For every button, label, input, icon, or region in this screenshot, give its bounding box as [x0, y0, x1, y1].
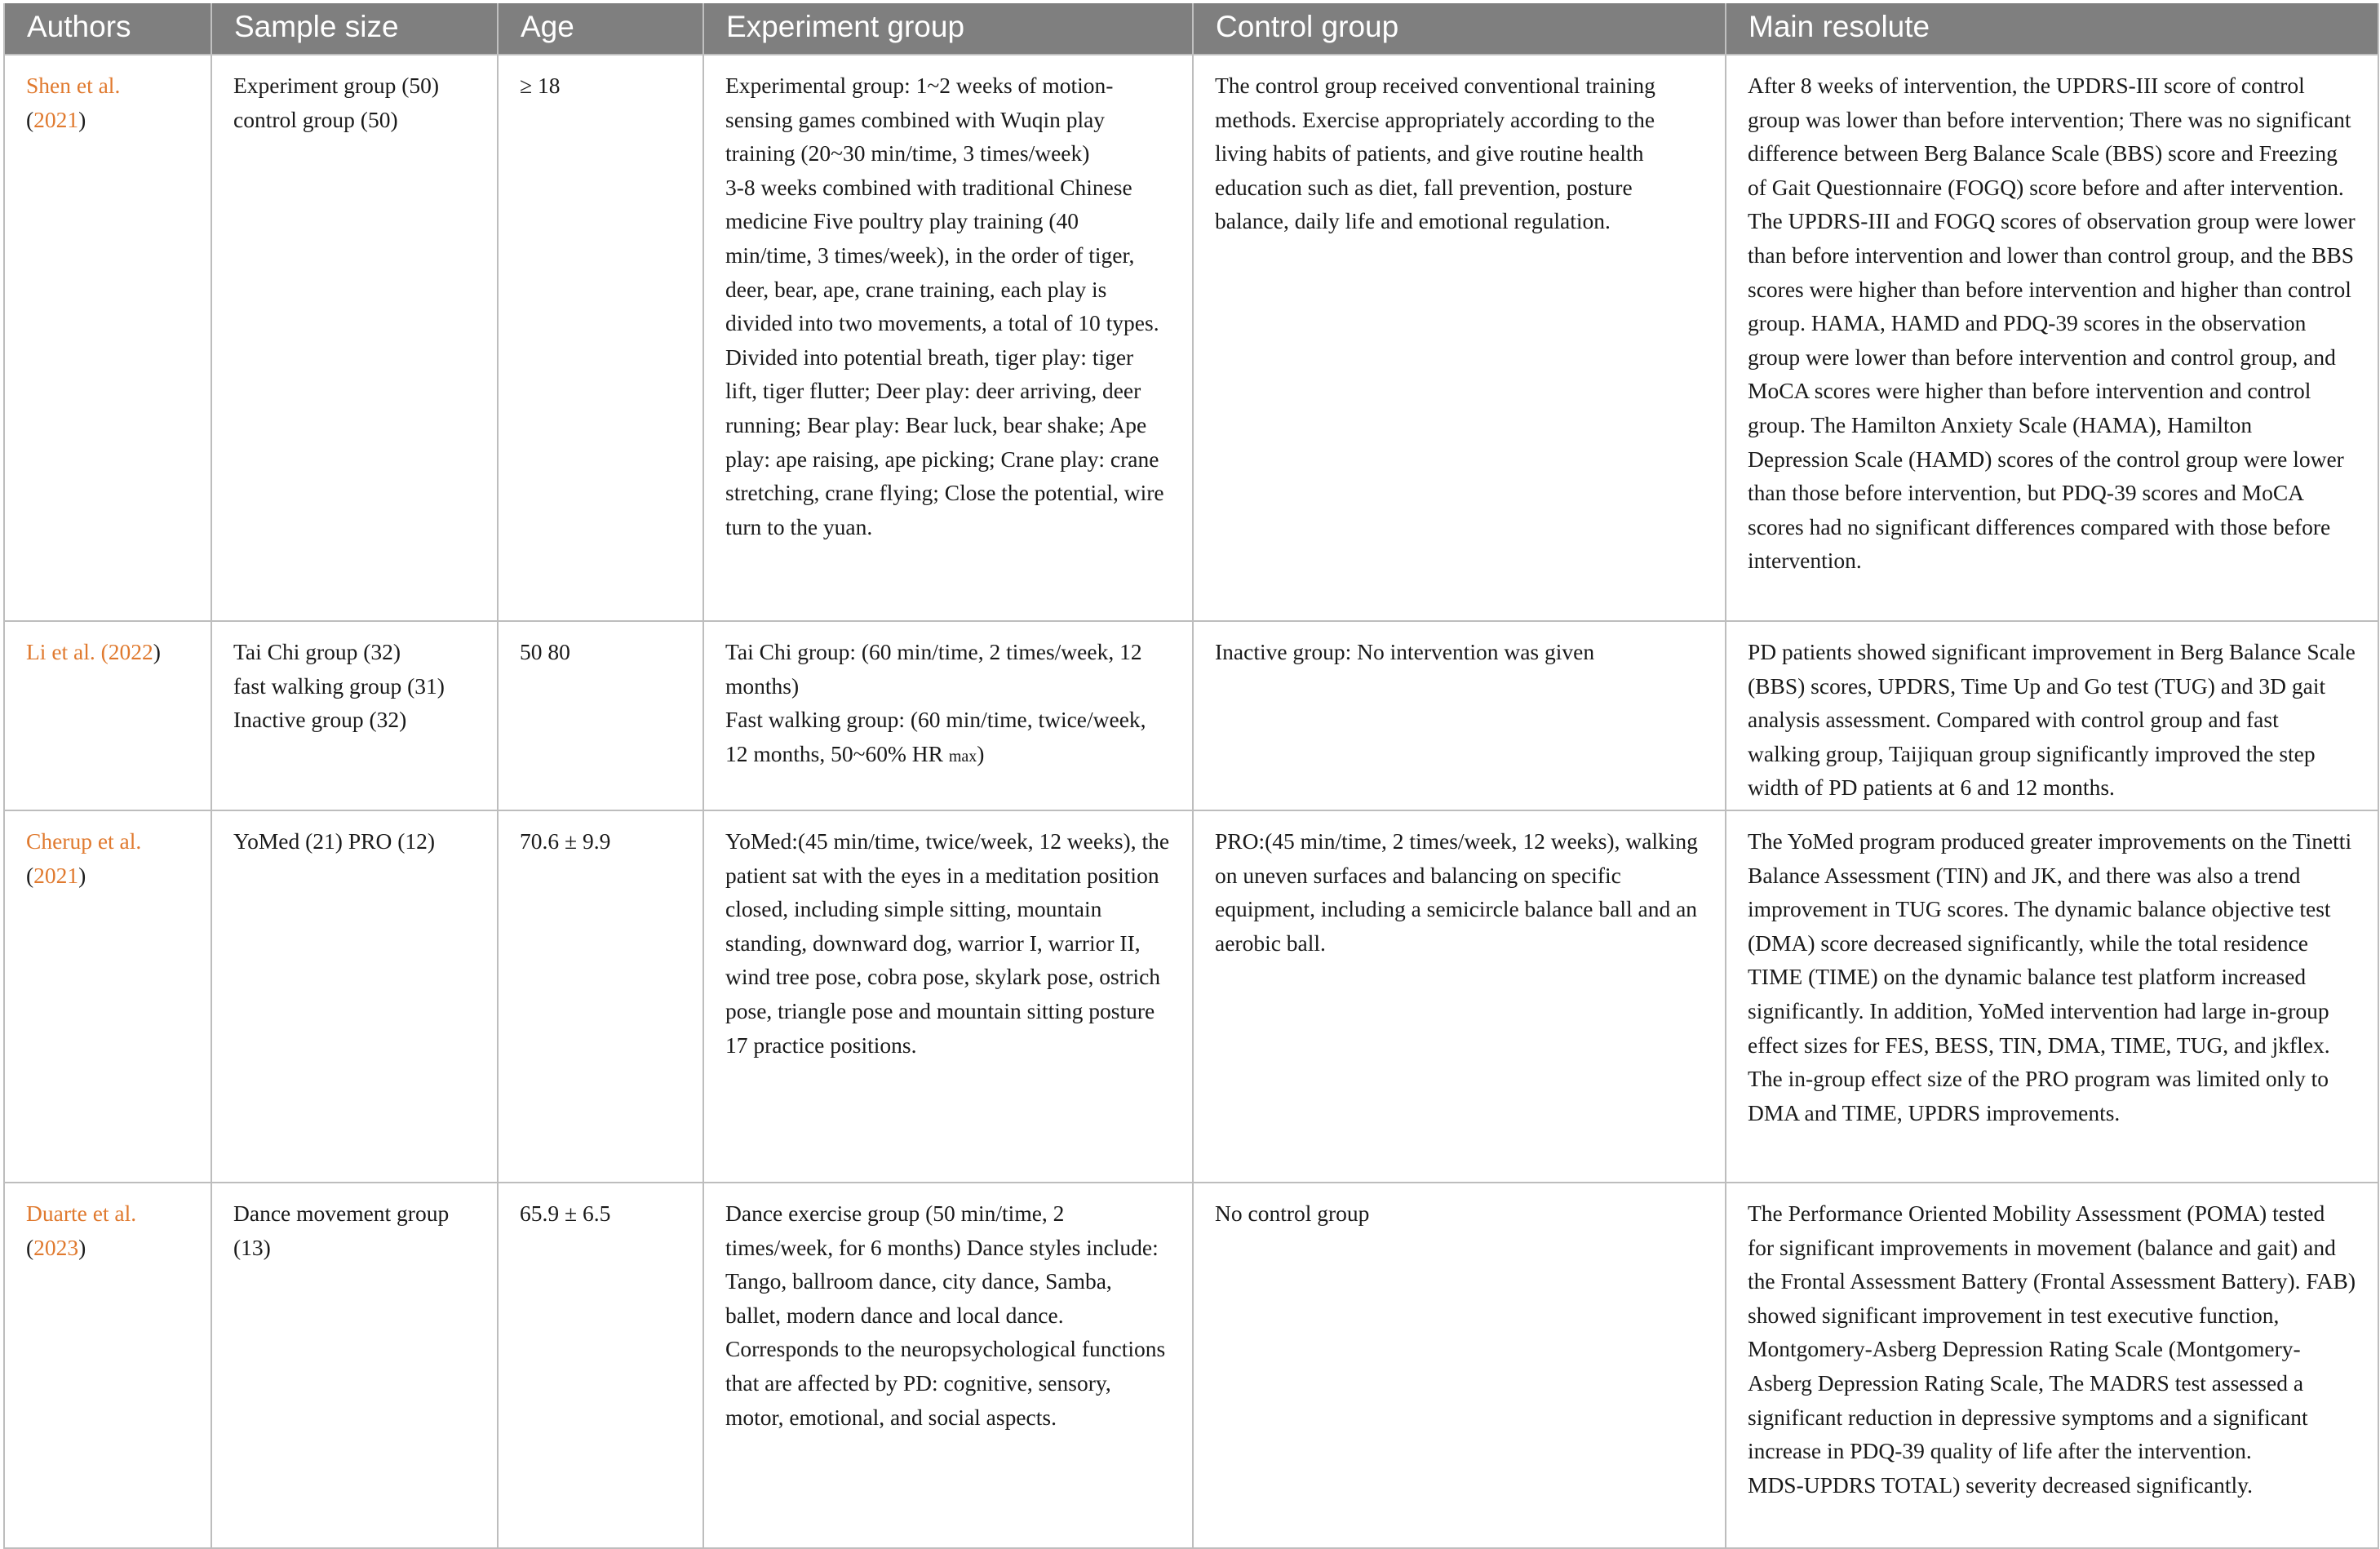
- header-main-resolute: Main resolute: [1726, 3, 2378, 55]
- result-paragraph: After 8 weeks of intervention, the UPDRS-III score of control group was lower than before intervention; There was no significant difference between Berg Balance Scale (BBS) score and Freezing of Gait Questionnaire (FOGQ) score before and after intervention. The UPDRS-III and FOGQ scores of observation group were lower than before intervention and lower than control group, and the BBS scores were higher than before intervention and higher than control group. HAMA, HAMD and PDQ-39 scores in the observation group were lower than before intervention and control group, and MoCA scores were higher than before intervention and control group. The Hamilton Anxiety Scale (HAMA), Hamilton Depression Scale (HAMD) scores of the control group were lower than those before intervention, but PDQ-39 scores and MoCA scores had no significant differences compared with those before intervention.: [1748, 73, 2356, 574]
- sample-cell: [211, 810, 498, 1183]
- author-link[interactable]: Duarte et al.: [26, 1200, 137, 1226]
- year-link[interactable]: 2022: [108, 639, 153, 664]
- table-row: [4, 621, 2378, 810]
- studies-table: [3, 3, 2379, 1549]
- subscript-max: max: [948, 747, 977, 766]
- author-cell: Shen et al. (2021): [4, 55, 211, 621]
- control-paragraph: No control group: [1215, 1200, 1370, 1226]
- table-row: [4, 55, 2378, 621]
- experiment-cell: [703, 1183, 1193, 1548]
- sample-cell: [211, 55, 498, 621]
- experiment-text: Fast walking group: (60 min/time, twice/week, 12 months, 50~60% HR: [725, 707, 1146, 766]
- experiment-paragraph: 3-8 weeks combined with traditional Chinese medicine Five poultry play training (40 min/time, 3 times/week), in the order of tiger, deer, bear, ape, crane training, each play is divided into two movements, a total of 10 types.: [725, 174, 1159, 336]
- result-paragraph: The Performance Oriented Mobility Assessment (POMA) tested for significant improvements in movement (balance and gait) and the Frontal Assessment Battery (Frontal Assessment Battery). FAB) showed significant improvement in test executive function, Montgomery-Asberg Depression Rating Scale (Montgomery-Asberg Depression Rating Scale, The MADRS test assessed a significant reduction in depressive symptoms and a significant increase in PDQ-39 quality of life after the intervention.: [1748, 1200, 2356, 1464]
- header-control-group: Control group: [1193, 3, 1726, 55]
- header-age: Age: [498, 3, 703, 55]
- control-cell: [1193, 1183, 1726, 1548]
- header-experiment-group: Experiment group: [703, 3, 1193, 55]
- table-row: [4, 810, 2378, 1183]
- result-cell: [1726, 621, 2378, 810]
- header-authors: Authors: [4, 3, 211, 55]
- experiment-cell: [703, 621, 1193, 810]
- experiment-paragraph: Experimental group: 1~2 weeks of motion-sensing games combined with Wuqin play training (20~30 min/time, 3 times/week): [725, 73, 1114, 166]
- author-cell: Duarte et al. (2023): [4, 1183, 211, 1548]
- result-paragraph: MDS-UPDRS TOTAL) severity decreased significantly.: [1748, 1471, 2253, 1498]
- experiment-cell: [703, 810, 1193, 1183]
- sample-line: Inactive group (32): [233, 707, 407, 733]
- control-paragraph: PRO:(45 min/time, 2 times/week, 12 weeks), walking on uneven surfaces and balancing on specific equipment, including a semicircle balance ball and an aerobic ball.: [1215, 828, 1698, 956]
- author-text[interactable]: Li et al. (: [26, 639, 109, 664]
- sample-line: YoMed (21) PRO (12): [233, 828, 436, 854]
- sample-line: Experiment group (50): [233, 73, 440, 98]
- sample-line: Tai Chi group (32): [233, 639, 401, 664]
- result-cell: [1726, 55, 2378, 621]
- header-row: [4, 3, 2378, 55]
- age-cell: 50 80: [498, 621, 703, 810]
- year-link[interactable]: 2023: [33, 1234, 79, 1260]
- age-cell: ≥ 18: [498, 55, 703, 621]
- year-link[interactable]: 2021: [33, 862, 79, 888]
- sample-line: fast walking group (31): [233, 672, 445, 699]
- control-cell: [1193, 810, 1726, 1183]
- author-cell: [4, 621, 211, 810]
- age-cell: 65.9 ± 6.5: [498, 1183, 703, 1548]
- author-link[interactable]: Cherup et al.: [26, 828, 142, 854]
- author-cell: Cherup et al. (2021): [4, 810, 211, 1183]
- control-paragraph: The control group received conventional training methods. Exercise appropriately according to the living habits of patients, and give routine health education such as diet, fall prevention, posture balance, daily life and emotional regulation.: [1215, 73, 1655, 234]
- experiment-paragraph: YoMed:(45 min/time, twice/week, 12 weeks), the patient sat with the eyes in a meditation position closed, including simple sitting, mountain standing, downward dog, warrior I, warrior II, wind tree pose, cobra pose, skylark pose, ostrich pose, triangle pose and mountain sitting posture 17 practice positions.: [725, 828, 1170, 1058]
- author-link[interactable]: Shen et al.: [26, 73, 121, 98]
- result-cell: [1726, 810, 2378, 1183]
- year-link[interactable]: 2021: [33, 106, 79, 132]
- header-sample-size: Sample size: [211, 3, 498, 55]
- experiment-tail: ): [977, 740, 985, 766]
- control-paragraph: Inactive group: No intervention was given: [1215, 639, 1595, 664]
- experiment-paragraph: Tai Chi group: (60 min/time, 2 times/week, 12 months): [725, 639, 1142, 699]
- sample-cell: [211, 1183, 498, 1548]
- experiment-paragraph: [725, 703, 1171, 774]
- experiment-paragraph: Divided into potential breath, tiger play: tiger lift, tiger flutter; Deer play: deer arriving, deer running; Bear play: Bear luck, bear shake; Ape play: ape raising, ape picking; Crane play: crane stretching, crane flying; Close the potential, wire turn to the yuan.: [725, 344, 1164, 539]
- control-cell: [1193, 621, 1726, 810]
- sample-line: Dance movement group (13): [233, 1200, 450, 1260]
- result-cell: [1726, 1183, 2378, 1548]
- experiment-paragraph: Dance exercise group (50 min/time, 2 times/week, for 6 months) Dance styles include: Tango, ballroom dance, city dance, Samba, ballet, modern dance and local dance. Corresponds to the neuropsychological functions that are affected by PD: cognitive, sensory, motor, emotional, and social aspects.: [725, 1200, 1166, 1430]
- sample-line: control group (50): [233, 106, 398, 132]
- sample-cell: [211, 621, 498, 810]
- result-paragraph: The YoMed program produced greater improvements on the Tinetti Balance Assessment (TIN) and JK, and there was also a trend improvement in TUG scores. The dynamic balance objective test (DMA) score decreased significantly, while the total residence TIME (TIME) on the dynamic balance test platform increased significantly. In addition, YoMed intervention had large in-group effect sizes for FES, BESS, TIN, DMA, TIME, TUG, and jkflex. The in-group effect size of the PRO program was limited only to DMA and TIME, UPDRS improvements.: [1748, 828, 2352, 1125]
- control-cell: [1193, 55, 1726, 621]
- table-row: [4, 1183, 2378, 1548]
- author-suffix: ): [153, 639, 161, 664]
- result-paragraph: PD patients showed significant improvement in Berg Balance Scale (BBS) scores, UPDRS, Time Up and Go test (TUG) and 3D gait analysis assessment. Compared with control group and fast walking group, Taijiquan group significantly improved the step width of PD patients at 6 and 12 months.: [1748, 639, 2356, 801]
- age-cell: 70.6 ± 9.9: [498, 810, 703, 1183]
- experiment-cell: [703, 55, 1193, 621]
